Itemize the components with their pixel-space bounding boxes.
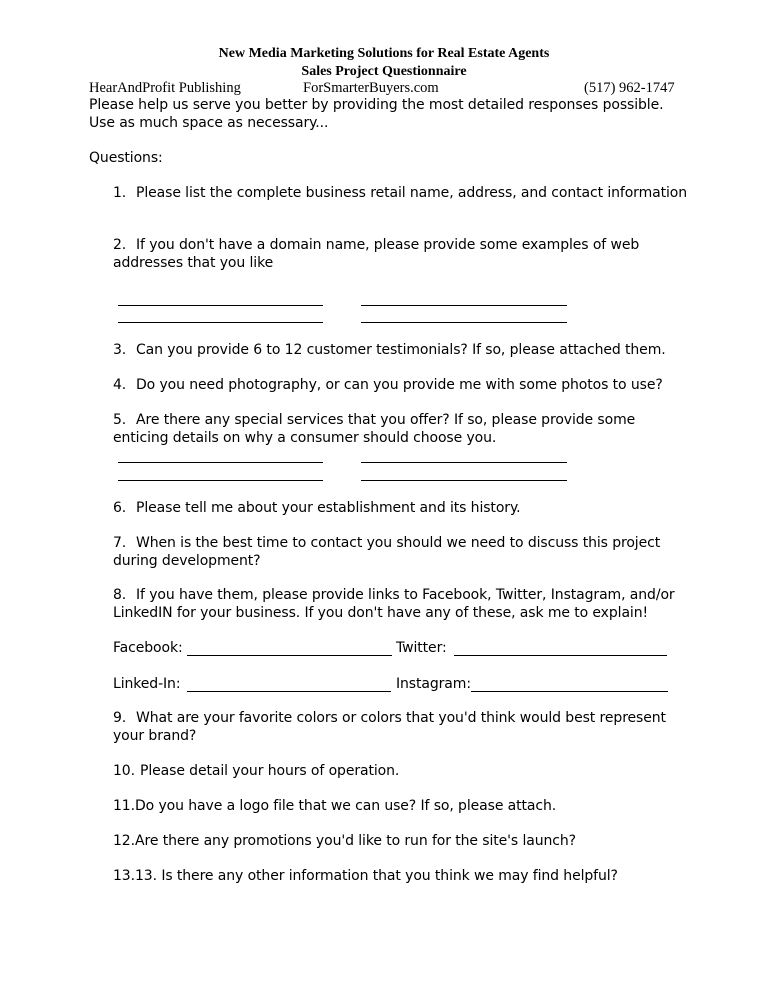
question-2-number: 2.	[113, 237, 127, 253]
website-text: ForSmarterBuyers.com	[303, 80, 439, 96]
answer-blank-line[interactable]	[361, 305, 567, 306]
phone-number: (517) 962-1747	[584, 80, 675, 96]
twitter-field[interactable]	[454, 655, 667, 656]
question-5-text-cont: enticing details on why a consumer should choose you.	[113, 430, 497, 446]
question-12-number: 12.	[113, 833, 135, 849]
intro-line-2: Use as much space as necessary...	[89, 115, 329, 131]
question-3-number: 3.	[113, 342, 127, 358]
question-5-text: Are there any special services that you offer? If so, please provide some	[136, 412, 636, 428]
question-11-number: 11.	[113, 798, 135, 814]
question-4-number: 4.	[113, 377, 127, 393]
instagram-label: Instagram:	[396, 676, 471, 692]
answer-blank-line[interactable]	[118, 462, 323, 463]
question-6-number: 6.	[113, 500, 127, 516]
answer-blank-line[interactable]	[361, 462, 567, 463]
question-6-text: Please tell me about your establishment and its history.	[136, 500, 521, 516]
question-2-text: If you don't have a domain name, please provide some examples of web	[136, 237, 640, 253]
answer-blank-line[interactable]	[118, 305, 323, 306]
publisher-name: HearAndProfit Publishing	[89, 80, 241, 96]
question-8-text-cont: LinkedIN for your business. If you don't have any of these, ask me to explain!	[113, 605, 649, 621]
answer-blank-line[interactable]	[361, 480, 567, 481]
question-11-text: Do you have a logo file that we can use? If so, please attach.	[135, 798, 557, 814]
question-7-number: 7.	[113, 535, 127, 551]
question-4-text: Do you need photography, or can you provide me with some photos to use?	[136, 377, 663, 393]
question-10-text: Please detail your hours of operation.	[140, 763, 400, 779]
twitter-label: Twitter:	[396, 640, 447, 656]
document-title: New Media Marketing Solutions for Real Estate Agents	[218, 46, 550, 61]
question-10-number: 10.	[113, 763, 135, 779]
question-12-text: Are there any promotions you'd like to run for the site's launch?	[135, 833, 576, 849]
question-3-text: Can you provide 6 to 12 customer testimonials? If so, please attached them.	[136, 342, 666, 358]
question-1-number: 1.	[113, 185, 127, 201]
instagram-field[interactable]	[471, 691, 668, 692]
question-13-number: 13.	[113, 868, 135, 884]
facebook-label: Facebook:	[113, 640, 183, 656]
linkedin-field[interactable]	[187, 691, 391, 692]
document-subtitle: Sales Project Questionnaire	[301, 64, 467, 79]
linkedin-label: Linked-In:	[113, 676, 181, 692]
question-5-number: 5.	[113, 412, 127, 428]
answer-blank-line[interactable]	[118, 322, 323, 323]
intro-line-1: Please help us serve you better by providing the most detailed responses possible.	[89, 97, 664, 113]
question-1-text: Please list the complete business retail name, address, and contact information	[136, 185, 688, 201]
question-2-text-cont: addresses that you like	[113, 255, 274, 271]
questions-heading: Questions:	[89, 150, 163, 166]
answer-blank-line[interactable]	[361, 322, 567, 323]
question-9-text-cont: your brand?	[113, 728, 197, 744]
question-7-text-cont: during development?	[113, 553, 261, 569]
question-8-number: 8.	[113, 587, 127, 603]
question-13-text: 13. Is there any other information that you think we may find helpful?	[135, 868, 618, 884]
question-8-text: If you have them, please provide links to Facebook, Twitter, Instagram, and/or	[136, 587, 675, 603]
facebook-field[interactable]	[187, 655, 392, 656]
question-9-text: What are your favorite colors or colors that you'd think would best represent	[136, 710, 666, 726]
answer-blank-line[interactable]	[118, 480, 323, 481]
question-9-number: 9.	[113, 710, 127, 726]
question-7-text: When is the best time to contact you should we need to discuss this project	[136, 535, 661, 551]
